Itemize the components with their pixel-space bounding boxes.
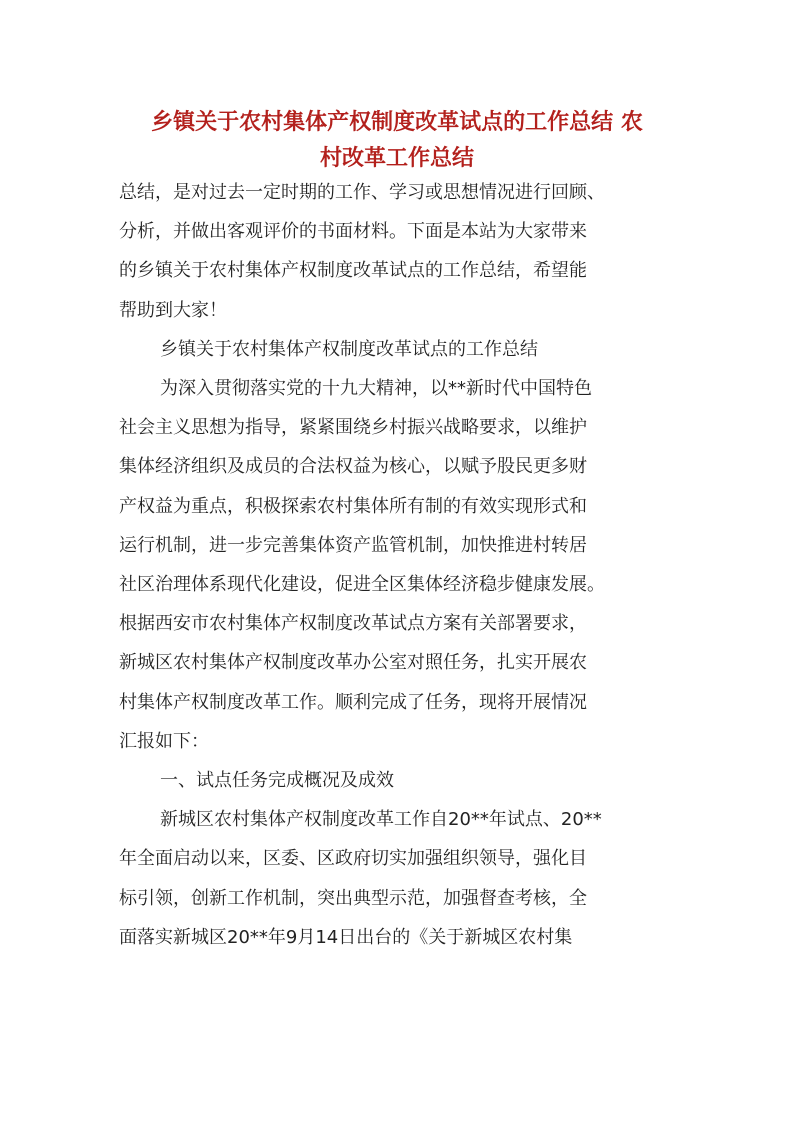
body-line: 产权益为重点，积极探索农村集体所有制的有效实现形式和 bbox=[119, 495, 587, 517]
body-line: 为深入贯彻落实党的十九大精神，以**新时代中国特色 bbox=[160, 378, 592, 399]
body-line: 年全面启动以来，区委、区政府切实加强组织领导，强化目 bbox=[119, 848, 587, 870]
body-line: 分析，并做出客观评价的书面材料。下面是本站为大家带来 bbox=[119, 221, 587, 243]
section-heading: 乡镇关于农村集体产权制度改革试点的工作总结 bbox=[160, 338, 538, 360]
document-title-line-1: 乡镇关于农村集体产权制度改革试点的工作总结 农 bbox=[151, 109, 643, 135]
body-line: 运行机制，进一步完善集体资产监管机制，加快推进村转居 bbox=[119, 534, 587, 556]
body-line: 新城区农村集体产权制度改革工作自20**年试点、20** bbox=[160, 809, 602, 831]
body-line: 社区治理体系现代化建设，促进全区集体经济稳步健康发展。 bbox=[119, 574, 605, 595]
body-line: 村集体产权制度改革工作。顺利完成了任务，现将开展情况 bbox=[119, 691, 587, 713]
body-line: 集体经济组织及成员的合法权益为核心，以赋予股民更多财 bbox=[119, 456, 587, 478]
body-line: 的乡镇关于农村集体产权制度改革试点的工作总结，希望能 bbox=[119, 260, 587, 282]
body-line: 总结，是对过去一定时期的工作、学习或思想情况进行回顾、 bbox=[119, 182, 605, 203]
body-line: 根据西安市农村集体产权制度改革试点方案有关部署要求， bbox=[119, 613, 587, 635]
body-line: 新城区农村集体产权制度改革办公室对照任务，扎实开展农 bbox=[119, 652, 587, 674]
body-line: 面落实新城区20**年9月14日出台的《关于新城区农村集 bbox=[119, 926, 573, 948]
section-heading: 一、试点任务完成概况及成效 bbox=[160, 770, 394, 791]
body-line: 标引领，创新工作机制，突出典型示范，加强督查考核，全 bbox=[119, 887, 587, 909]
body-line: 社会主义思想为指导，紧紧围绕乡村振兴战略要求，以维护 bbox=[119, 417, 587, 439]
body-line: 帮助到大家！ bbox=[119, 299, 227, 321]
document-title-line-2: 村改革工作总结 bbox=[319, 145, 474, 171]
body-line: 汇报如下： bbox=[119, 730, 209, 752]
